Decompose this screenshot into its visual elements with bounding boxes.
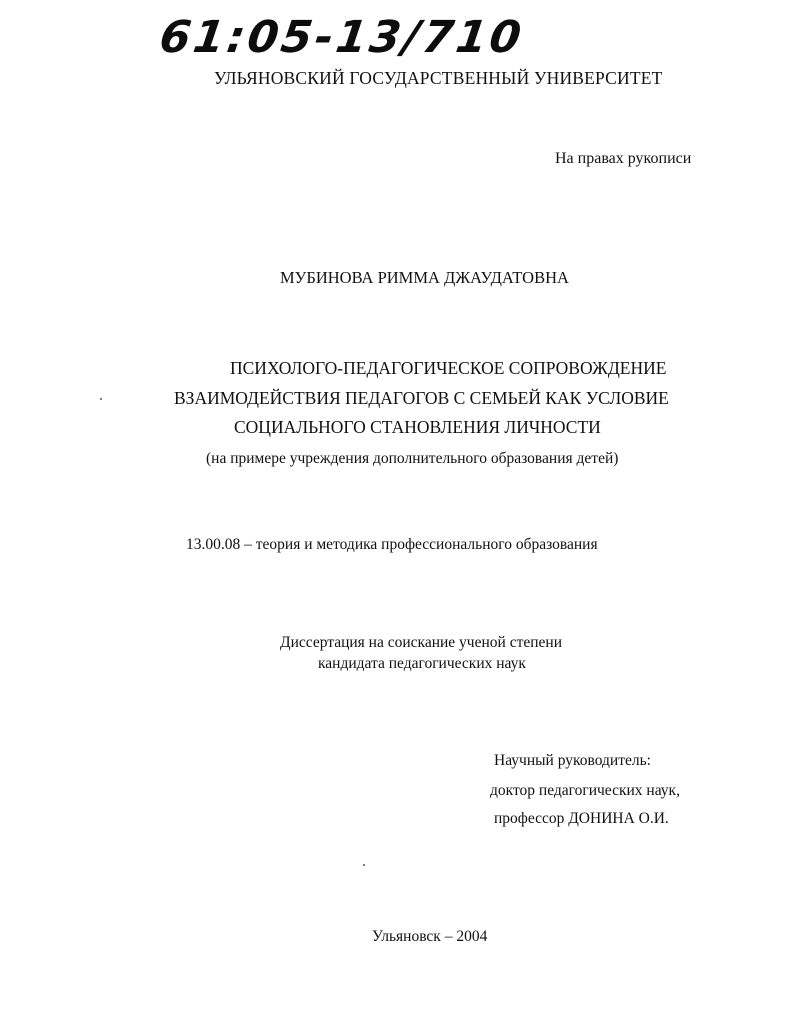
speciality-code: 13.00.08 – теория и методика профессионального образования xyxy=(186,536,598,553)
title-line-3: СОЦИАЛЬНОГО СТАНОВЛЕНИЯ ЛИЧНОСТИ xyxy=(234,417,601,437)
scan-speck xyxy=(363,864,365,866)
scan-speck xyxy=(100,398,102,400)
author-name: МУБИНОВА РИММА ДЖАУДАТОВНА xyxy=(280,268,569,287)
dissertation-degree-line-2: кандидата педагогических наук xyxy=(318,655,526,672)
title-line-2: ВЗАИМОДЕЙСТВИЯ ПЕДАГОГОВ С СЕМЬЕЙ КАК УСЛОВИЕ xyxy=(174,388,669,408)
supervisor-label: Научный руководитель: xyxy=(494,752,651,769)
university-name: УЛЬЯНОВСКИЙ ГОСУДАРСТВЕННЫЙ УНИВЕРСИТЕТ xyxy=(214,68,663,88)
title-line-1: ПСИХОЛОГО-ПЕДАГОГИЧЕСКОЕ СОПРОВОЖДЕНИЕ xyxy=(230,358,667,378)
title-subtitle: (на примере учреждения дополнительного образования детей) xyxy=(206,450,619,467)
city-and-year: Ульяновск – 2004 xyxy=(372,928,488,945)
manuscript-rights-note: На правах рукописи xyxy=(555,150,692,167)
handwritten-catalog-number: 61:05-13/710 xyxy=(156,12,528,63)
supervisor-degree: доктор педагогических наук, xyxy=(490,782,680,799)
supervisor-name: профессор ДОНИНА О.И. xyxy=(494,810,669,827)
dissertation-degree-line-1: Диссертация на соискание ученой степени xyxy=(280,634,562,651)
